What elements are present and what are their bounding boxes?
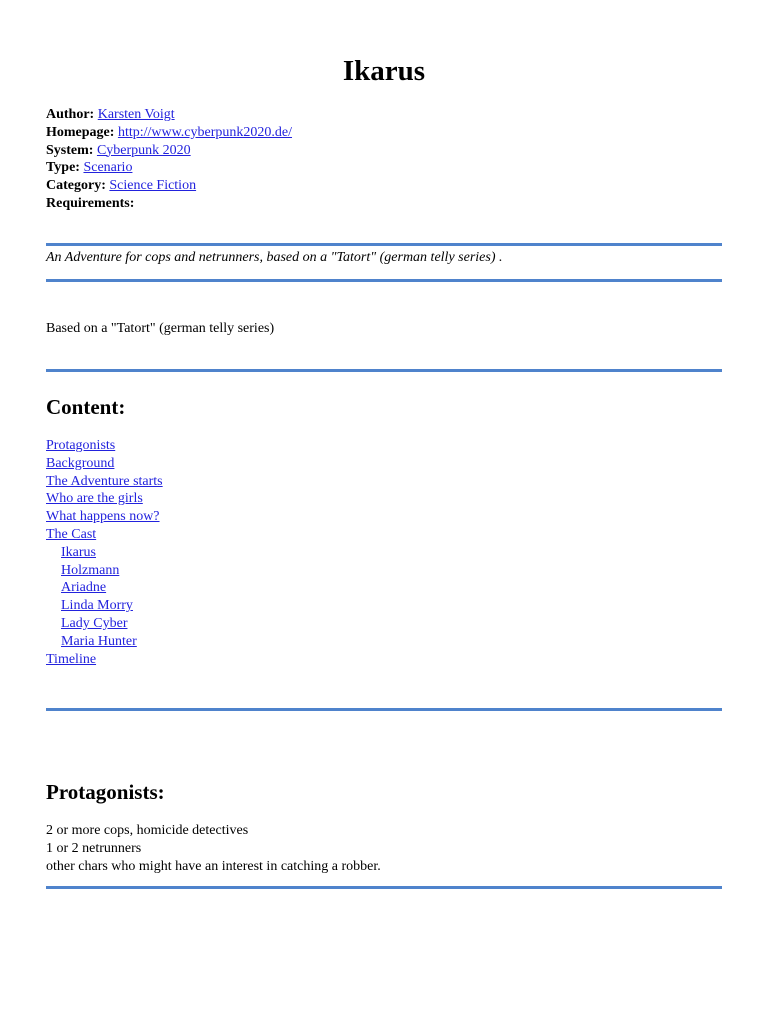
protagonists-line: 1 or 2 netrunners (46, 840, 142, 856)
requirements-row (46, 195, 292, 213)
toc-subitem (46, 615, 163, 633)
homepage-row (46, 124, 292, 142)
protagonists-heading: Protagonists: (46, 780, 165, 804)
toc-link-who-are-the-girls[interactable]: Who are the girls (46, 491, 143, 507)
toc-link-linda-morry[interactable]: Linda Morry (61, 598, 133, 614)
divider (46, 708, 722, 711)
page-title: Ikarus (342, 55, 426, 87)
toc-item (46, 437, 163, 455)
toc-subitem (46, 579, 163, 597)
toc-link-what-happens-now[interactable]: What happens now? (46, 509, 160, 525)
toc-item (46, 455, 163, 473)
toc-link-lady-cyber[interactable]: Lady Cyber (61, 615, 128, 631)
abstract-text: An Adventure for cops and netrunners, based on a "Tatort" (german telly series) . (46, 250, 503, 265)
author-link[interactable]: Karsten Voigt (97, 107, 175, 122)
toc-item (46, 651, 163, 669)
toc-link-timeline[interactable]: Timeline (46, 651, 97, 667)
protagonists-list (46, 822, 381, 875)
toc-link-adventure-starts[interactable]: The Adventure starts (46, 473, 163, 489)
toc-item (46, 508, 163, 526)
system-link[interactable]: Cyberpunk 2020 (96, 142, 191, 158)
author-label: Author: (46, 107, 95, 122)
toc-link-the-cast[interactable]: The Cast (46, 526, 97, 542)
toc-subitem (46, 633, 163, 651)
toc-item (46, 526, 163, 544)
toc-item (46, 490, 163, 508)
homepage-label: Homepage: (46, 124, 115, 140)
category-row (46, 177, 292, 195)
type-link[interactable]: Scenario (83, 160, 133, 176)
toc-subitem (46, 562, 163, 580)
divider (46, 886, 722, 889)
toc-link-holzmann[interactable]: Holzmann (61, 562, 120, 578)
divider (46, 243, 722, 246)
toc-link-ariadne[interactable]: Ariadne (61, 580, 107, 596)
toc-item (46, 473, 163, 491)
toc-link-maria-hunter[interactable]: Maria Hunter (61, 633, 137, 649)
category-label: Category: (46, 178, 106, 194)
toc-link-protagonists[interactable]: Protagonists (46, 438, 116, 453)
table-of-contents (46, 437, 163, 668)
system-label: System: (46, 142, 94, 158)
based-on-text: Based on a "Tatort" (german telly series) (46, 321, 275, 336)
homepage-link[interactable]: http://www.cyberpunk2020.de/ (117, 124, 293, 140)
type-row (46, 159, 292, 177)
toc-subitem (46, 544, 163, 562)
metadata-block (46, 106, 292, 213)
toc-subitem (46, 597, 163, 615)
requirements-label: Requirements: (46, 195, 135, 211)
system-row (46, 142, 292, 160)
type-label: Type: (46, 160, 80, 176)
category-link[interactable]: Science Fiction (109, 178, 197, 194)
protagonists-line: 2 or more cops, homicide detectives (46, 823, 249, 838)
toc-link-ikarus[interactable]: Ikarus (61, 544, 96, 560)
toc-link-background[interactable]: Background (46, 455, 115, 471)
author-row (46, 106, 292, 124)
content-heading: Content: (46, 395, 126, 419)
divider (46, 369, 722, 372)
protagonists-line: other chars who might have an interest in catching a robber. (46, 858, 381, 874)
divider (46, 279, 722, 282)
